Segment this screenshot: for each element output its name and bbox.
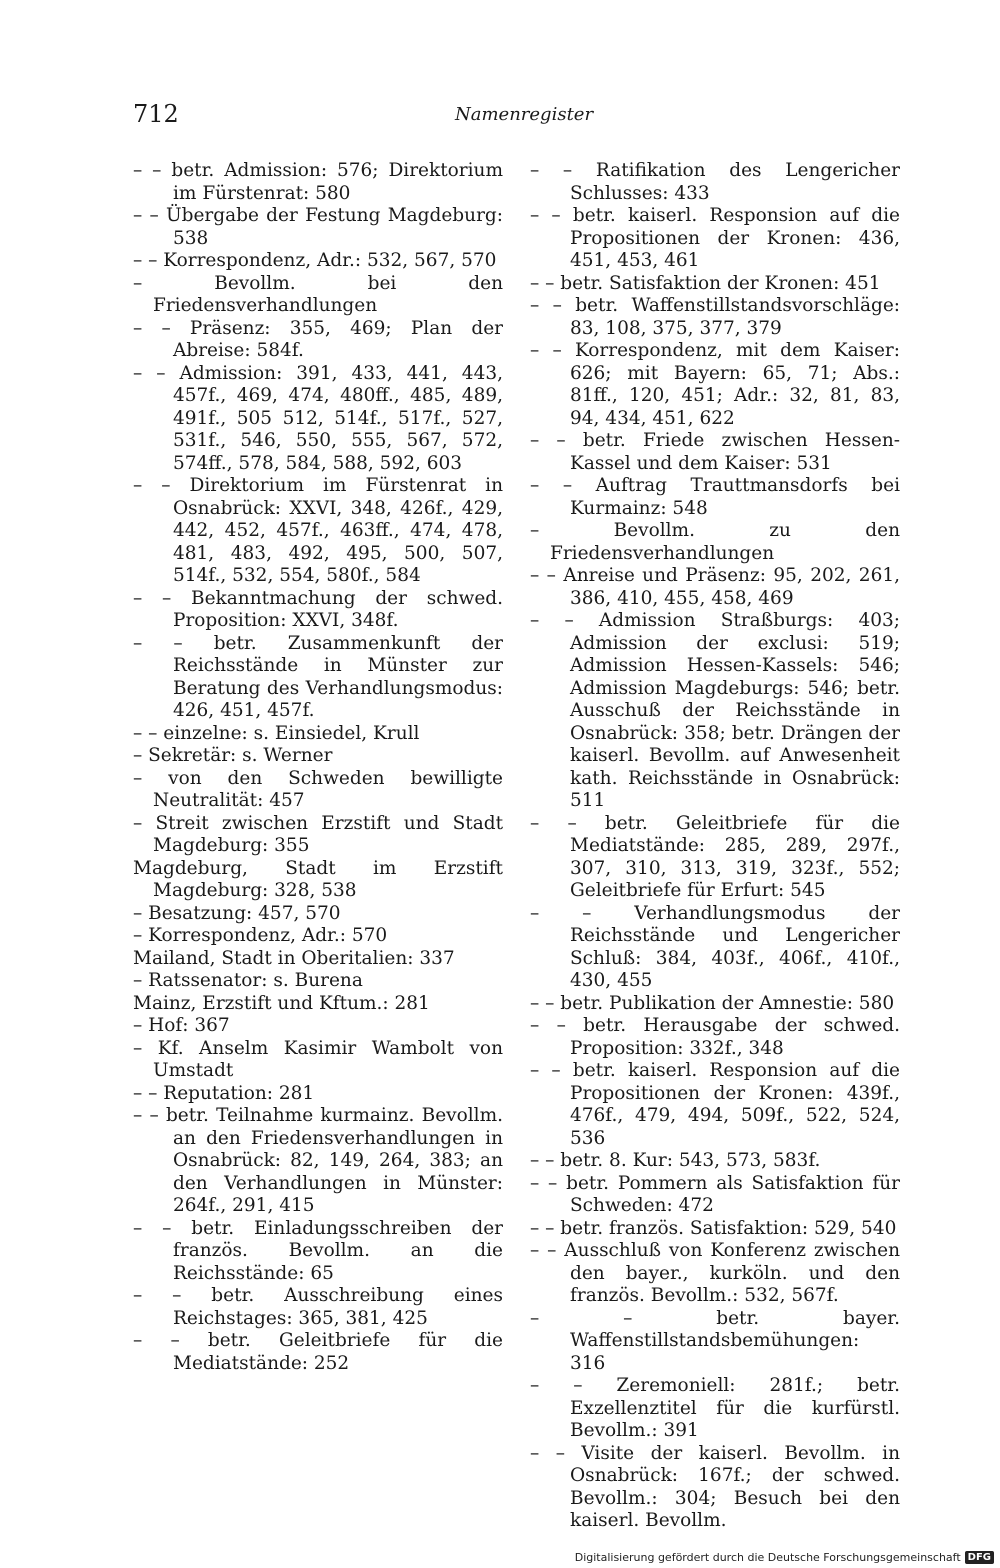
index-entry: – – betr. bayer. Waffenstillstandsbemühungen: 316 <box>530 1307 900 1374</box>
index-entry: – – Anreise und Präsenz: 95, 202, 261, 386, 410, 455, 458, 469 <box>530 565 900 609</box>
index-entry: – – Bekanntmachung der schwed. Proposition: XXVI, 348f. <box>133 587 503 631</box>
index-entry: – Sekretär: s. Werner <box>133 745 333 766</box>
index-column-right <box>530 160 900 1533</box>
index-entry: – Ratssenator: s. Burena <box>133 970 363 991</box>
index-entry: – – betr. Herausgabe der schwed. Proposition: 332f., 348 <box>530 1015 900 1059</box>
index-entry: – – betr. Friede zwischen Hessen-Kassel und dem Kaiser: 531 <box>530 430 900 474</box>
index-entry: – – betr. Geleitbriefe für die Mediatstände: 285, 289, 297f., 307, 310, 313, 319, 323f., 552; Geleitbriefe für Erfurt: 545 <box>530 812 900 901</box>
index-entry: – Kf. Anselm Kasimir Wambolt von Umstadt <box>133 1037 503 1081</box>
index-entry: – – einzelne: s. Einsiedel, Krull <box>133 722 420 744</box>
index-entry: – – betr. Geleitbriefe für die Mediatstände: 252 <box>133 1330 503 1374</box>
index-entry: – – Präsenz: 355, 469; Plan der Abreise: 584f. <box>133 317 503 361</box>
index-entry: – – Auftrag Trauttmansdorfs bei Kurmainz: 548 <box>530 475 900 519</box>
index-entry: – – betr. kaiserl. Responsion auf die Propositionen der Kronen: 439f., 476f., 479, 494, 509f., 522, 524, 536 <box>530 1060 900 1149</box>
index-entry: Mailand, Stadt in Oberitalien: 337 <box>133 947 455 969</box>
index-entry: – von den Schweden bewilligte Neutralität: 457 <box>133 767 503 811</box>
index-entry: – – betr. 8. Kur: 543, 573, 583f. <box>530 1150 821 1171</box>
index-entry: – – betr. Satisfaktion der Kronen: 451 <box>530 272 881 294</box>
index-entry: – Hof: 367 <box>133 1015 230 1036</box>
index-entry: – – Visite der kaiserl. Bevollm. in Osnabrück: 167f.; der schwed. Bevollm.: 304; Besuch bei den kaiserl. Bevollm. <box>530 1442 900 1531</box>
page-number: 712 <box>133 100 179 128</box>
index-entry: – – betr. Ausschreibung eines Reichstages: 365, 381, 425 <box>133 1285 503 1329</box>
dfg-logo: DFG <box>965 1551 994 1564</box>
index-entry: – Bevollm. bei den Friedensverhandlungen <box>133 272 503 316</box>
index-entry: – – betr. Zusammenkunft der Reichsstände in Münster zur Beratung des Verhandlungsmodus: 426, 451, 457f. <box>133 632 503 721</box>
index-entry: – – Direktorium im Fürstenrat in Osnabrück: XXVI, 348, 426f., 429, 442, 452, 457f., 463ff., 474, 478, 481, 483, 492, 495, 500, 507, 514f., 532, 554, 580f., 584 <box>133 475 503 586</box>
index-entry: – Streit zwischen Erzstift und Stadt Magdeburg: 355 <box>133 812 503 856</box>
index-entry: – – Korrespondenz, Adr.: 532, 567, 570 <box>133 250 497 271</box>
index-entry: – – betr. Publikation der Amnestie: 580 <box>530 992 895 1014</box>
index-entry: – – Zeremoniell: 281f.; betr. Exzellenztitel für die kurfürstl. Bevollm.: 391 <box>530 1375 900 1441</box>
index-entry: – – Ratifikation des Lengericher Schlusses: 433 <box>530 160 900 204</box>
index-entry: – – Admission: 391, 433, 441, 443, 457f., 469, 474, 480ff., 485, 489, 491f., 505 512, 514f., 517f., 527, 531f., 546, 550, 555, 567, 572, 574ff., 578, 584, 588, 592, 603 <box>133 362 503 474</box>
index-entry: – – betr. Teilnahme kurmainz. Bevollm. an den Friedensverhandlungen in Osnabrück: 82, 149, 264, 383; an den Verhandlungen in Münster: 264f., 291, 415 <box>133 1105 503 1216</box>
index-entry: – – betr. Pommern als Satisfaktion für Schweden: 472 <box>530 1172 900 1216</box>
index-entry: – – Übergabe der Festung Magdeburg: 538 <box>133 205 503 249</box>
index-entry: – – betr. Waffenstillstandsvorschläge: 83, 108, 375, 377, 379 <box>530 295 900 339</box>
digitization-footer <box>575 1551 994 1564</box>
index-entry: – Bevollm. zu den Friedensverhandlungen <box>530 520 900 564</box>
index-entry: – Besatzung: 457, 570 <box>133 902 341 924</box>
index-entry: – – Reputation: 281 <box>133 1082 315 1104</box>
index-entry: – – Korrespondenz, mit dem Kaiser: 626; mit Bayern: 65, 71; Abs.: 81ff., 120, 451; Adr.: 32, 81, 83, 94, 434, 451, 622 <box>530 340 900 429</box>
index-entry: – – Ausschluß von Konferenz zwischen den bayer., kurköln. und den französ. Bevollm.: 532, 567f. <box>530 1240 900 1306</box>
index-entry: – – betr. kaiserl. Responsion auf die Propositionen der Kronen: 436, 451, 453, 461 <box>530 205 900 271</box>
index-entry: – Korrespondenz, Adr.: 570 <box>133 925 388 946</box>
index-entry: – – Verhandlungsmodus der Reichsstände und Lengericher Schluß: 384, 403f., 406f., 410f., 430, 455 <box>530 902 900 991</box>
index-entry: – – Admission Straßburgs: 403; Admission der exclusi: 519; Admission Hessen-Kassels: 546; Admission Magdeburgs: 546; betr. Ausschuß der Reichsstände in Osnabrück: 358; betr. Drängen der kaiserl. Bevollm. auf Anwesenheit kath. Reichsstände in Osnabrück: 511 <box>530 610 900 811</box>
footer-text: Digitalisierung gefördert durch die Deutsche Forschungsgemeinschaft <box>574 1551 961 1564</box>
index-entry: – – betr. Admission: 576; Direktorium im Fürstenrat: 580 <box>133 160 503 204</box>
running-head: Namenregister <box>455 104 594 125</box>
index-entry: Mainz, Erzstift und Kftum.: 281 <box>133 992 430 1014</box>
index-column-left <box>133 160 503 1375</box>
index-entry: – – betr. französ. Satisfaktion: 529, 540 <box>530 1217 897 1239</box>
index-entry: – – betr. Einladungsschreiben der französ. Bevollm. an die Reichsstände: 65 <box>133 1217 503 1284</box>
index-entry: Magdeburg, Stadt im Erzstift Magdeburg: 328, 538 <box>133 857 503 901</box>
